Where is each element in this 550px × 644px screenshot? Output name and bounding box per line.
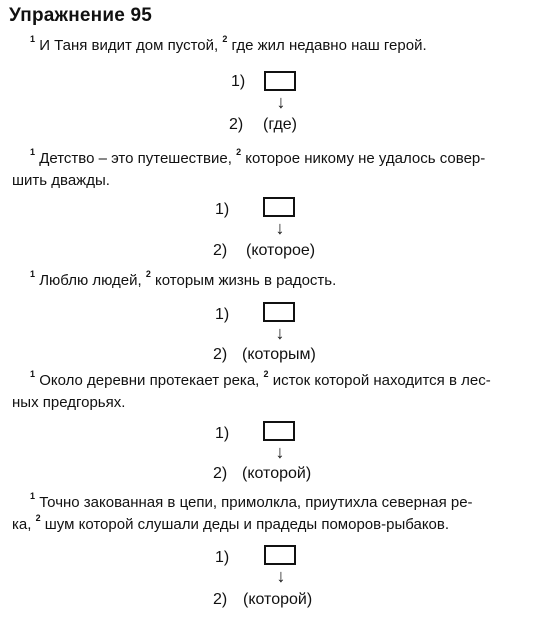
sentence-1	[12, 35, 532, 57]
arrow-down-icon: ↓	[275, 323, 285, 343]
exercise-title: Упражнение 95	[9, 5, 152, 26]
clause-marker-1: 1	[30, 491, 36, 501]
conjunctive-word: (которой)	[242, 465, 312, 482]
scheme-label-2: 2)	[213, 591, 228, 608]
sentence-2	[12, 148, 532, 192]
scheme-label-1: 1)	[231, 73, 246, 90]
scheme-label-1: 1)	[215, 201, 230, 218]
main-clause-box	[264, 71, 296, 91]
conjunctive-word: (где)	[263, 116, 298, 133]
subordinate-clause: исток которой находится в лес-	[272, 372, 491, 389]
arrow-down-icon: ↓	[275, 218, 285, 238]
main-clause: И Таня видит дом пустой,	[39, 37, 219, 54]
subordinate-clause: шум которой слушали деды и прадеды поморов-рыбаков.	[44, 516, 450, 533]
scheme-label-2: 2)	[229, 116, 244, 133]
clause-marker-2: 2	[35, 513, 41, 523]
main-clause: Люблю людей,	[39, 272, 142, 289]
subordinate-clause-continued: ных предгорьях.	[12, 394, 126, 411]
clause-marker-1: 1	[30, 369, 36, 379]
scheme-label-1: 1)	[215, 425, 230, 442]
main-clause: Детство – это путешествие,	[39, 150, 232, 167]
arrow-down-icon: ↓	[275, 442, 285, 462]
sentence-5	[12, 492, 532, 536]
clause-marker-1: 1	[30, 34, 36, 44]
scheme-label-2: 2)	[213, 242, 228, 259]
clause-marker-1: 1	[30, 269, 36, 279]
arrow-down-icon: ↓	[276, 566, 286, 586]
sentence-4	[12, 370, 532, 414]
main-clause-box	[263, 421, 295, 441]
scheme-label-1: 1)	[215, 306, 230, 323]
subordinate-clause: которым жизнь в радость.	[155, 272, 337, 289]
clause-marker-2: 2	[236, 147, 242, 157]
main-clause-box	[263, 197, 295, 217]
main-clause: Точно закованная в цепи, примолкла, приутихла северная ре-	[39, 494, 473, 511]
conjunctive-word: (которой)	[243, 591, 313, 608]
main-clause: Около деревни протекает река,	[39, 372, 260, 389]
clause-marker-2: 2	[263, 369, 269, 379]
conjunctive-word: (которое)	[246, 242, 316, 259]
clause-marker-2: 2	[222, 34, 228, 44]
scheme-label-1: 1)	[215, 549, 230, 566]
subordinate-clause: которое никому не удалось совер-	[245, 150, 486, 167]
arrow-down-icon: ↓	[276, 92, 286, 112]
main-clause-continued: ка,	[12, 516, 32, 533]
conjunctive-word: (которым)	[242, 346, 316, 363]
scheme-label-2: 2)	[213, 465, 228, 482]
scheme-label-2: 2)	[213, 346, 228, 363]
subordinate-clause: где жил недавно наш герой.	[231, 37, 427, 54]
clause-marker-1: 1	[30, 147, 36, 157]
clause-marker-2: 2	[145, 269, 151, 279]
main-clause-box	[264, 545, 296, 565]
subordinate-clause-continued: шить дважды.	[12, 172, 110, 189]
sentence-3	[12, 270, 532, 292]
main-clause-box	[263, 302, 295, 322]
